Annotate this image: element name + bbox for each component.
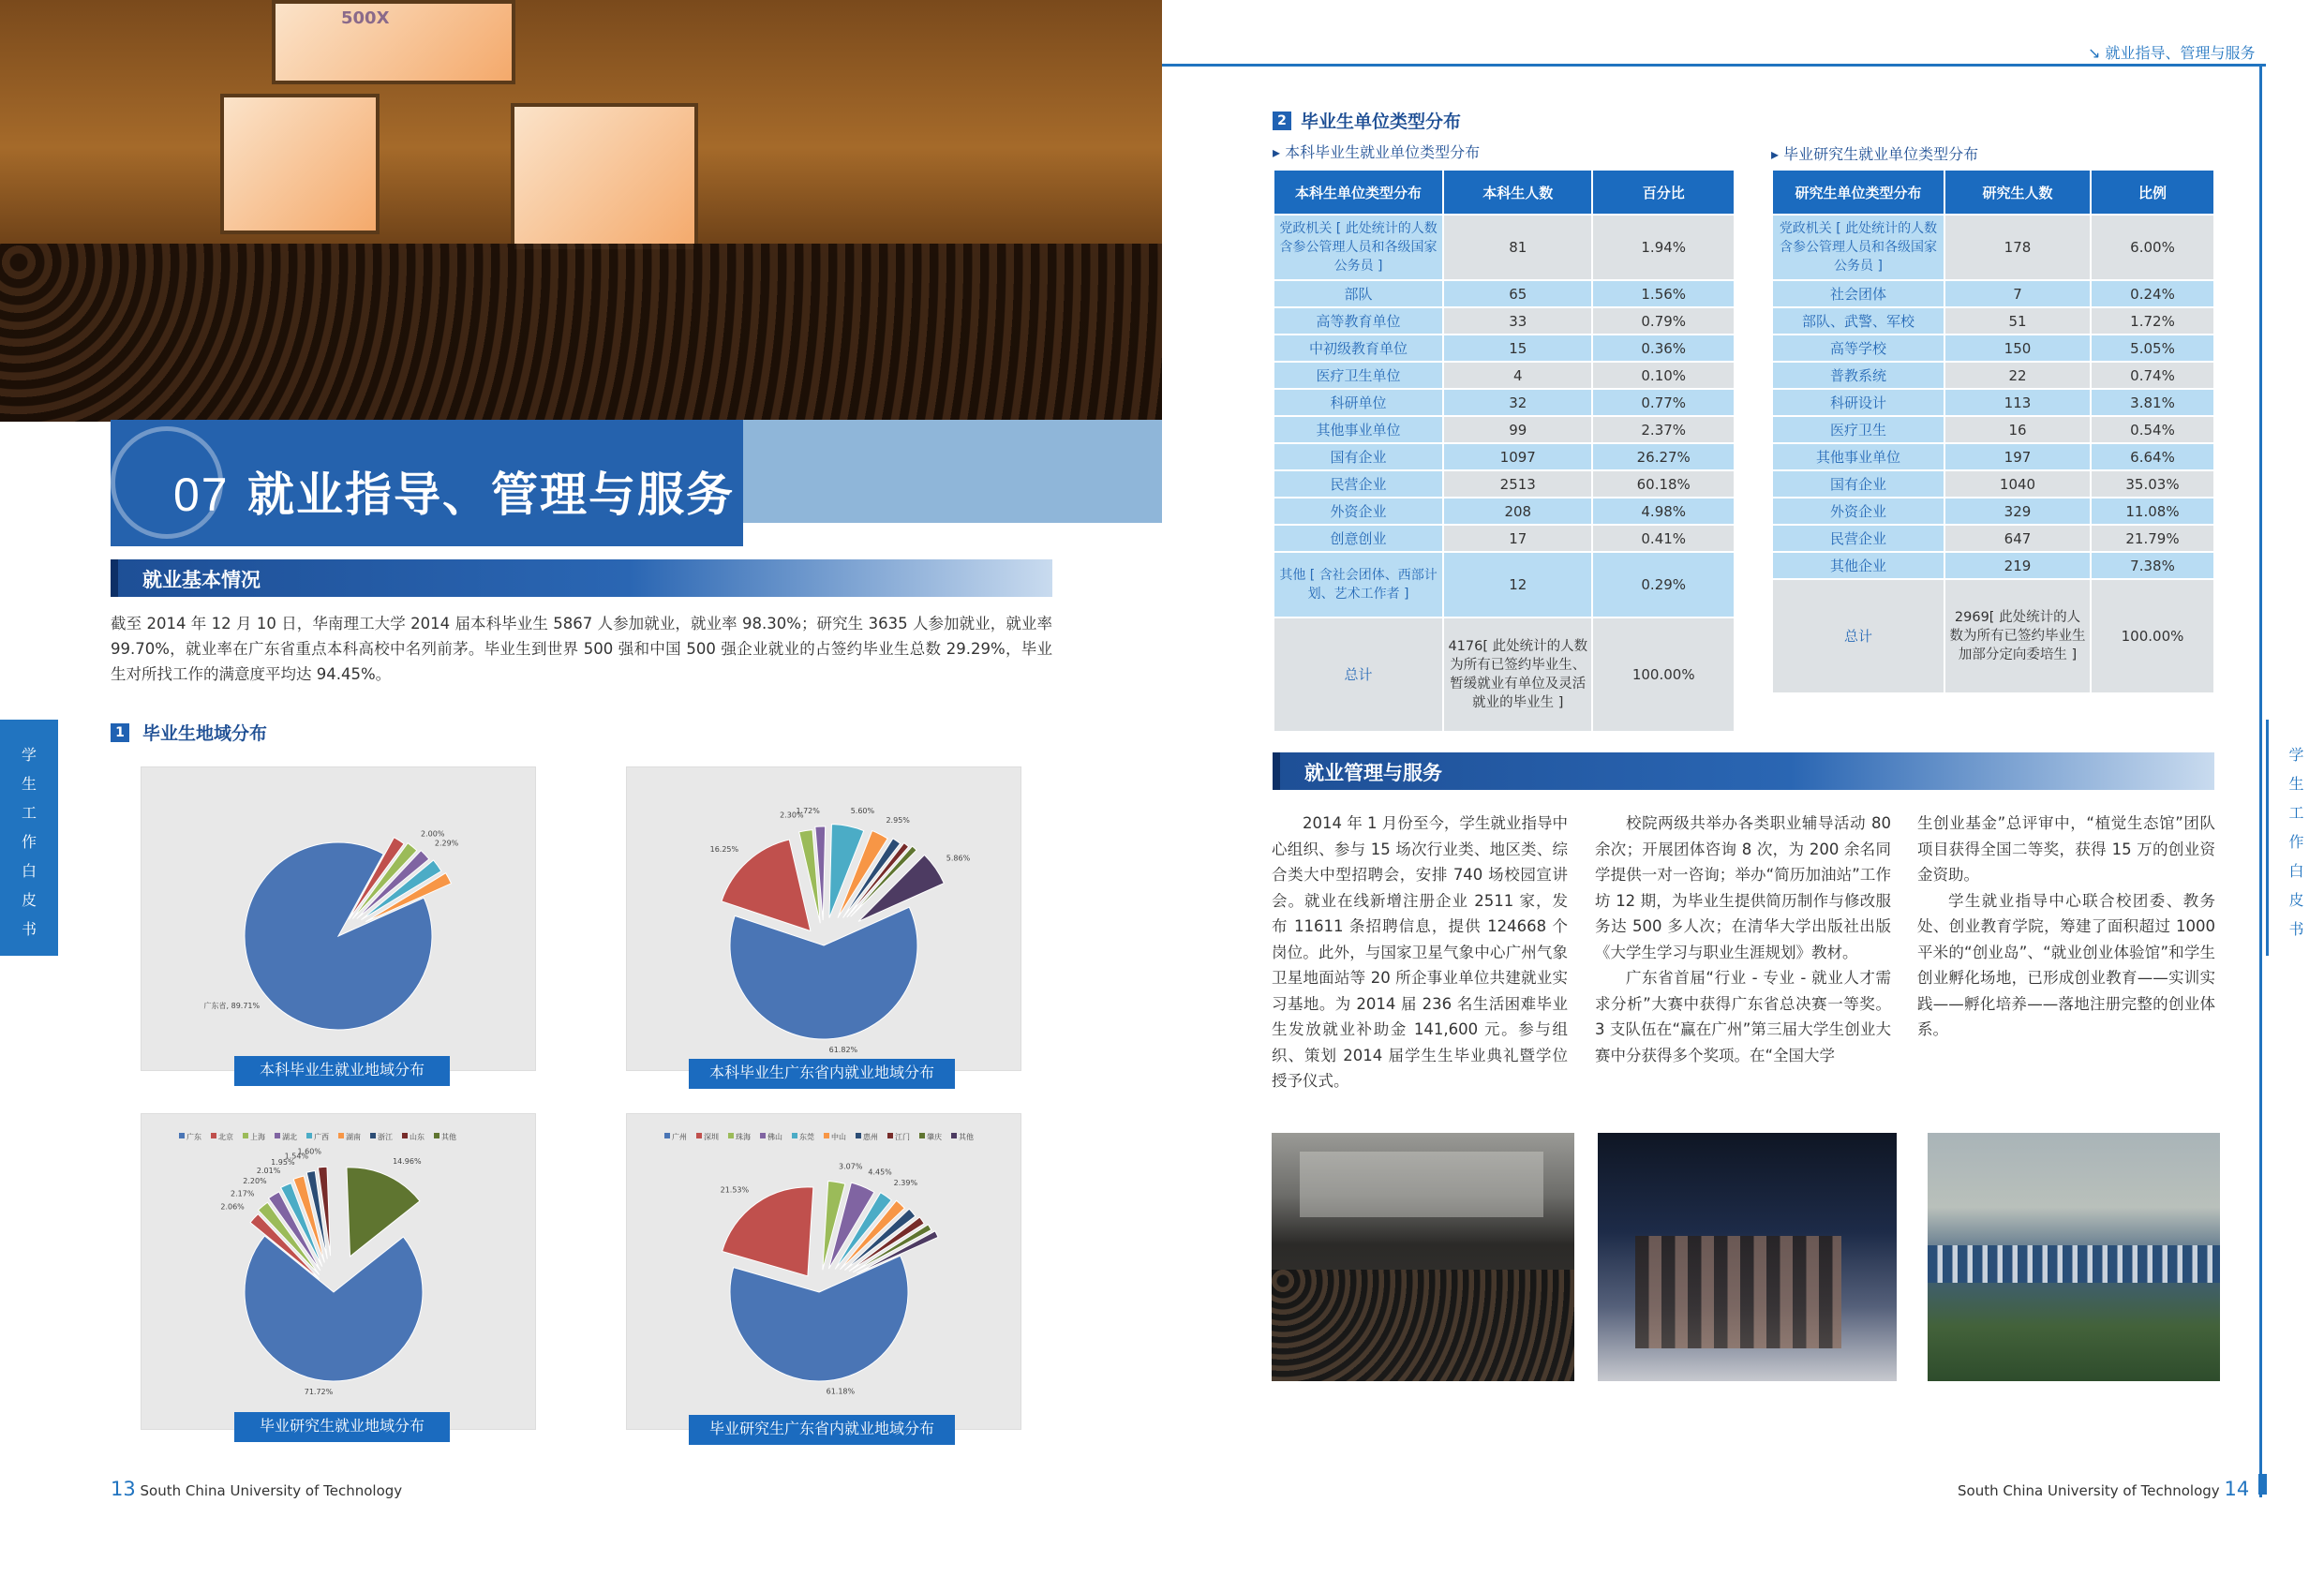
pie-slice bbox=[730, 907, 917, 1039]
pie-data-label: 2.06% bbox=[220, 1202, 245, 1212]
legend-swatch bbox=[664, 1133, 670, 1138]
pie-slice bbox=[245, 1236, 423, 1381]
table-cell: 150 bbox=[1945, 335, 2090, 361]
pie-data-label: 广东省, 89.71% bbox=[203, 1002, 261, 1011]
pie-data-label: 3.07% bbox=[839, 1162, 863, 1171]
table-cell: 0.54% bbox=[2092, 417, 2213, 442]
service-column-2 bbox=[1595, 811, 1891, 1068]
table-cell: 11.08% bbox=[2092, 498, 2213, 524]
table-row bbox=[1274, 526, 1734, 551]
table-row bbox=[1274, 281, 1734, 306]
table-cell: 81 bbox=[1444, 216, 1591, 279]
table-cell: 1040 bbox=[1945, 471, 2090, 497]
legend-label: 浙江 bbox=[378, 1133, 393, 1141]
table-cell: 7.38% bbox=[2092, 553, 2213, 578]
legend-label: 肇庆 bbox=[927, 1133, 942, 1141]
running-header-text: 就业指导、管理与服务 bbox=[2105, 44, 2256, 62]
pie-data-label: 2.00% bbox=[421, 829, 445, 839]
table-cell: 党政机关 [ 此处统计的人数含参公管理人员和各级国家公务员 ] bbox=[1773, 216, 1944, 279]
table-row bbox=[1773, 363, 2213, 388]
lecture-hall-photo bbox=[1272, 1133, 1574, 1381]
legend-swatch bbox=[402, 1133, 408, 1138]
table-cell: 医疗卫生单位 bbox=[1274, 363, 1442, 388]
legend-swatch bbox=[919, 1133, 925, 1138]
section-number: 1 bbox=[111, 723, 129, 742]
table-row bbox=[1274, 417, 1734, 442]
legend-swatch bbox=[338, 1133, 344, 1138]
table-cell: 178 bbox=[1945, 216, 2090, 279]
table-cell: 208 bbox=[1444, 498, 1591, 524]
table-cell: 33 bbox=[1444, 308, 1591, 334]
pie-chart-ug bbox=[142, 767, 537, 1072]
chart-caption: 本科毕业生广东省内就业地域分布 bbox=[689, 1059, 955, 1089]
page-number: 14 bbox=[2224, 1478, 2250, 1500]
table-cell: 部队、武警、军校 bbox=[1773, 308, 1944, 334]
chart-caption: 本科毕业生就业地域分布 bbox=[234, 1056, 450, 1086]
legend-swatch bbox=[792, 1133, 797, 1138]
table-header: 本科生人数 bbox=[1444, 171, 1591, 214]
legend-swatch bbox=[370, 1133, 376, 1138]
table-cell: 0.41% bbox=[1593, 526, 1734, 551]
legend-swatch bbox=[211, 1133, 216, 1138]
table-cell: 部队 bbox=[1274, 281, 1442, 306]
region-heading: 毕业生地域分布 bbox=[142, 723, 268, 744]
side-tab-text: 学生工作白皮书 bbox=[2288, 746, 2304, 938]
stage-banner bbox=[511, 103, 698, 253]
table-header: 本科生单位类型分布 bbox=[1274, 171, 1442, 214]
projection-screen bbox=[272, 0, 515, 84]
table-cell: 6.00% bbox=[2092, 216, 2213, 279]
pie-data-label: 2.17% bbox=[231, 1189, 255, 1198]
table-cell: 外资企业 bbox=[1773, 498, 1944, 524]
pg-unit-table bbox=[1771, 169, 2215, 694]
legend-swatch bbox=[760, 1133, 766, 1138]
table-cell: 0.24% bbox=[2092, 281, 2213, 306]
footer-left bbox=[111, 1478, 402, 1500]
pg-table-subtitle: ▸ 毕业研究生就业单位类型分布 bbox=[1771, 142, 1978, 164]
table-row bbox=[1274, 498, 1734, 524]
pie-data-label: 1.60% bbox=[297, 1147, 321, 1156]
table-row bbox=[1274, 335, 1734, 361]
table-cell: 中初级教育单位 bbox=[1274, 335, 1442, 361]
table-row bbox=[1773, 526, 2213, 551]
table-row bbox=[1274, 216, 1734, 279]
legend-label: 惠州 bbox=[863, 1133, 878, 1141]
table-cell: 26.27% bbox=[1593, 444, 1734, 469]
table-total-row bbox=[1773, 580, 2213, 692]
table-cell: 其他企业 bbox=[1773, 553, 1944, 578]
table-row bbox=[1274, 444, 1734, 469]
table-cell: 6.64% bbox=[2092, 444, 2213, 469]
chapter-number: 07 bbox=[173, 469, 230, 521]
exhibition-photo bbox=[1598, 1133, 1897, 1381]
table-cell: 0.77% bbox=[1593, 390, 1734, 415]
pie-data-label: 4.45% bbox=[868, 1168, 892, 1177]
wall-panel bbox=[1300, 1152, 1543, 1217]
table-cell: 国有企业 bbox=[1773, 471, 1944, 497]
table-cell: 100.00% bbox=[1593, 618, 1734, 731]
table-cell: 0.79% bbox=[1593, 308, 1734, 334]
top-rule bbox=[1162, 64, 2266, 67]
footer-text: South China University of Technology bbox=[140, 1482, 403, 1499]
legend-swatch bbox=[243, 1133, 248, 1138]
table-cell: 党政机关 [ 此处统计的人数含参公管理人员和各级国家公务员 ] bbox=[1274, 216, 1442, 279]
table-cell: 科研单位 bbox=[1274, 390, 1442, 415]
table-cell: 60.18% bbox=[1593, 471, 1734, 497]
table-row bbox=[1274, 363, 1734, 388]
table-row bbox=[1274, 471, 1734, 497]
chart-panel-ug bbox=[141, 766, 536, 1071]
pie-data-label: 1.72% bbox=[796, 807, 820, 816]
audience bbox=[1272, 1270, 1574, 1381]
table-cell: 17 bbox=[1444, 526, 1591, 551]
table-cell: 7 bbox=[1945, 281, 2090, 306]
pie-data-label: 2.39% bbox=[893, 1179, 918, 1188]
legend-label: 湖南 bbox=[346, 1133, 361, 1141]
legend-label: 山东 bbox=[410, 1133, 425, 1141]
table-cell: 5.05% bbox=[2092, 335, 2213, 361]
legend-swatch bbox=[306, 1133, 312, 1138]
table-row bbox=[1773, 471, 2213, 497]
table-cell: 2969[ 此处统计的人数为所有已签约毕业生加部分定向委培生 ] bbox=[1945, 580, 2090, 692]
table-cell: 12 bbox=[1444, 553, 1591, 617]
table-cell: 3.81% bbox=[2092, 390, 2213, 415]
page-number: 13 bbox=[111, 1478, 136, 1500]
table-cell: 197 bbox=[1945, 444, 2090, 469]
screen-text: 500X bbox=[341, 8, 390, 28]
table-row bbox=[1773, 390, 2213, 415]
pie-data-label: 2.95% bbox=[886, 815, 910, 825]
chapter-title-text: 就业指导、管理与服务 bbox=[247, 468, 736, 522]
table-row bbox=[1773, 216, 2213, 279]
table-row bbox=[1773, 444, 2213, 469]
table-cell: 0.74% bbox=[2092, 363, 2213, 388]
stage-banner bbox=[220, 94, 380, 234]
table-cell: 社会团体 bbox=[1773, 281, 1944, 306]
table-header: 比例 bbox=[2092, 171, 2213, 214]
table-row bbox=[1773, 281, 2213, 306]
table-cell: 0.29% bbox=[1593, 553, 1734, 617]
pie-data-label: 2.20% bbox=[243, 1177, 267, 1186]
chart-panel-pg bbox=[141, 1113, 536, 1430]
table-row bbox=[1773, 308, 2213, 334]
pie-chart-pg bbox=[142, 1114, 537, 1431]
side-tab-right bbox=[2266, 720, 2324, 956]
running-header: ↘ 就业指导、管理与服务 bbox=[2088, 44, 2256, 62]
legend-label: 佛山 bbox=[767, 1133, 782, 1141]
legend-swatch bbox=[824, 1133, 829, 1138]
table-cell: 其他 [ 含社会团体、西部计划、艺术工作者 ] bbox=[1274, 553, 1442, 617]
table-cell: 2.37% bbox=[1593, 417, 1734, 442]
footer-text: South China University of Technology bbox=[1958, 1482, 2220, 1499]
table-cell: 1097 bbox=[1444, 444, 1591, 469]
visitors bbox=[1635, 1236, 1841, 1348]
pie-chart-pg-gd bbox=[627, 1114, 1022, 1431]
pie-data-label: 1.95% bbox=[271, 1158, 295, 1168]
table-cell: 外资企业 bbox=[1274, 498, 1442, 524]
table-cell: 4.98% bbox=[1593, 498, 1734, 524]
service-para: 生创业基金”总评审中，“植觉生态馆”团队项目获得全国二等奖，获得 15 万的创业资金资助。 bbox=[1917, 814, 2215, 884]
table-cell: 21.79% bbox=[2092, 526, 2213, 551]
service-column-1: 2014 年 1 月份至今，学生就业指导中心组织、参与 15 场次行业类、地区类、综合类大中型招聘会，安排 740 场校园宣讲会。就业在线新增注册企业 2511 家，发布 11611 条招聘信息，提供 124668 个岗位。此外，与国家卫星气象中心广州气象卫星地面站等 20 所企事业单位共建就业实习基地。为 2014 届 236 名生活困难毕业生发放就业补助金 141,600 元。参与组织、策划 2014 届学生生毕业典礼暨学位授予仪式。 bbox=[1272, 814, 1568, 1090]
footer-right bbox=[1958, 1478, 2249, 1500]
ug-table-subtitle: ▸ 本科毕业生就业单位类型分布 bbox=[1273, 141, 1480, 162]
table-cell: 总计 bbox=[1274, 618, 1442, 731]
section-basic-heading: 就业基本情况 bbox=[111, 559, 1052, 597]
legend-label: 其他 bbox=[959, 1133, 974, 1141]
table-cell: 22 bbox=[1945, 363, 2090, 388]
pie-slice bbox=[720, 1185, 813, 1276]
table-cell: 1.72% bbox=[2092, 308, 2213, 334]
table-header: 研究生单位类型分布 bbox=[1773, 171, 1944, 214]
footer-mark bbox=[2258, 1474, 2267, 1495]
chart-caption: 毕业研究生就业地域分布 bbox=[234, 1412, 450, 1442]
legend-label: 其他 bbox=[441, 1133, 456, 1141]
legend-label: 湖北 bbox=[282, 1133, 297, 1141]
table-cell: 0.10% bbox=[1593, 363, 1734, 388]
table-row bbox=[1274, 308, 1734, 334]
legend-label: 中山 bbox=[831, 1133, 846, 1141]
legend-label: 北京 bbox=[218, 1133, 233, 1141]
table-cell: 1.94% bbox=[1593, 216, 1734, 279]
legend-swatch bbox=[887, 1133, 893, 1138]
pie-data-label: 61.18% bbox=[826, 1387, 856, 1396]
basic-paragraph: 截至 2014 年 12 月 10 日，华南理工大学 2014 届本科毕业生 5867 人参加就业，就业率 98.30%；研究生 3635 人参加就业，就业率 99.70%，就业率在广东省重点本科高校中名列前茅。毕业生到世界 500 强和中国 500 强企业就业的占签约毕业生总数 29.29%，毕业生对所找工作的满意度平均达 94.45%。 bbox=[111, 615, 1052, 683]
legend-swatch bbox=[856, 1133, 861, 1138]
service-para: 校院两级共举办各类职业辅导活动 80 余次；开展团体咨询 8 次，为 200 余名同学提供一对一咨询；举办“简历加油站”工作坊 12 期，为毕业生提供简历制作与修改服务达 500 多人次；在清华大学出版社出版《大学生学习与职业生涯规划》教材。 bbox=[1595, 814, 1891, 961]
table-cell: 32 bbox=[1444, 390, 1591, 415]
legend-label: 广西 bbox=[314, 1133, 329, 1141]
pie-data-label: 2.29% bbox=[434, 839, 459, 848]
table-cell: 4176[ 此处统计的人数为所有已签约毕业生、暂缓就业有单位及灵活就业的毕业生 ] bbox=[1444, 618, 1591, 731]
unit-type-heading: 毕业生单位类型分布 bbox=[1301, 112, 1462, 132]
service-para: 广东省首届“行业 - 专业 - 就业人才需求分析”大赛中获得广东省总决赛一等奖。3 支队伍在“赢在广州”第三届大学生创业大赛中分获得多个奖项。在“全国大学 bbox=[1595, 969, 1891, 1064]
pie-data-label: 5.60% bbox=[850, 806, 875, 815]
pie-data-label: 21.53% bbox=[720, 1185, 750, 1195]
table-cell: 民营企业 bbox=[1773, 526, 1944, 551]
table-cell: 100.00% bbox=[2092, 580, 2213, 692]
table-cell: 4 bbox=[1444, 363, 1591, 388]
table-header: 研究生人数 bbox=[1945, 171, 2090, 214]
legend-swatch bbox=[696, 1133, 702, 1138]
table-cell: 普教系统 bbox=[1773, 363, 1944, 388]
chart-panel-pg-gd bbox=[626, 1113, 1021, 1430]
chapter-title bbox=[173, 457, 735, 525]
pie-data-label: 71.72% bbox=[304, 1387, 334, 1396]
table-cell: 高等教育单位 bbox=[1274, 308, 1442, 334]
audience bbox=[0, 244, 1162, 422]
pie-data-label: 5.86% bbox=[946, 854, 971, 863]
legend-label: 江门 bbox=[895, 1133, 910, 1141]
section-service-heading: 就业管理与服务 bbox=[1273, 752, 2214, 790]
pie-data-label: 14.96% bbox=[393, 1156, 422, 1166]
table-cell: 高等学校 bbox=[1773, 335, 1944, 361]
table-cell: 国有企业 bbox=[1274, 444, 1442, 469]
table-row bbox=[1274, 553, 1734, 617]
pie-data-label: 61.82% bbox=[828, 1045, 858, 1054]
table-row bbox=[1773, 553, 2213, 578]
table-cell: 其他事业单位 bbox=[1773, 444, 1944, 469]
table-cell: 35.03% bbox=[2092, 471, 2213, 497]
pie-data-label: 2.01% bbox=[256, 1167, 281, 1176]
legend-label: 广东 bbox=[186, 1133, 201, 1141]
table-row bbox=[1773, 498, 2213, 524]
table-cell: 329 bbox=[1945, 498, 2090, 524]
table-cell: 科研设计 bbox=[1773, 390, 1944, 415]
pie-data-label: 16.25% bbox=[709, 845, 739, 855]
table-row bbox=[1274, 390, 1734, 415]
table-cell: 0.36% bbox=[1593, 335, 1734, 361]
legend-swatch bbox=[275, 1133, 280, 1138]
legend-label: 上海 bbox=[250, 1133, 265, 1141]
auditorium-photo bbox=[0, 0, 1162, 422]
table-cell: 2513 bbox=[1444, 471, 1591, 497]
pie-slice bbox=[730, 1256, 908, 1381]
table-header: 百分比 bbox=[1593, 171, 1734, 214]
table-cell: 113 bbox=[1945, 390, 2090, 415]
ug-unit-table bbox=[1273, 169, 1736, 733]
job-fair-photo bbox=[1928, 1133, 2220, 1381]
table-cell: 1.56% bbox=[1593, 281, 1734, 306]
chart-caption: 毕业研究生广东省内就业地域分布 bbox=[689, 1415, 955, 1445]
table-cell: 创意创业 bbox=[1274, 526, 1442, 551]
legend-swatch bbox=[179, 1133, 185, 1138]
side-tab-left bbox=[0, 720, 58, 956]
legend-label: 珠海 bbox=[736, 1133, 751, 1141]
chart-panel-ug-gd bbox=[626, 766, 1021, 1071]
table-cell: 219 bbox=[1945, 553, 2090, 578]
table-cell: 民营企业 bbox=[1274, 471, 1442, 497]
pie-slice bbox=[347, 1168, 420, 1257]
legend-swatch bbox=[951, 1133, 957, 1138]
section-number: 2 bbox=[1273, 112, 1291, 130]
table-cell: 65 bbox=[1444, 281, 1591, 306]
legend-swatch bbox=[434, 1133, 439, 1138]
service-para: 学生就业指导中心联合校团委、教务处、创业教育学院，筹建了面积超过 1000 平米的“创业岛”、“就业创业体验馆”和学生创业孵化场地，已形成创业教育——实训实践——孵化培养——落地注册完整的创业体系。 bbox=[1917, 891, 2215, 1038]
pie-data-label: 2.30% bbox=[780, 811, 804, 820]
legend-label: 东莞 bbox=[799, 1133, 814, 1141]
side-rule bbox=[2259, 64, 2262, 1497]
table-cell: 15 bbox=[1444, 335, 1591, 361]
legend-label: 深圳 bbox=[704, 1133, 719, 1141]
pie-chart-ug-gd bbox=[627, 767, 1022, 1072]
table-row bbox=[1773, 417, 2213, 442]
table-cell: 51 bbox=[1945, 308, 2090, 334]
table-total-row bbox=[1274, 618, 1734, 731]
legend-label: 广州 bbox=[672, 1133, 687, 1141]
pie-data-label: 1.54% bbox=[284, 1152, 309, 1161]
table-cell: 总计 bbox=[1773, 580, 1944, 692]
table-cell: 16 bbox=[1945, 417, 2090, 442]
table-cell: 99 bbox=[1444, 417, 1591, 442]
table-cell: 其他事业单位 bbox=[1274, 417, 1442, 442]
table-cell: 647 bbox=[1945, 526, 2090, 551]
side-tab-text: 学生工作白皮书 bbox=[21, 746, 37, 938]
chapter-band-light bbox=[743, 420, 1162, 523]
table-row bbox=[1773, 335, 2213, 361]
service-column-3 bbox=[1917, 811, 2215, 1043]
booths bbox=[1928, 1245, 2220, 1283]
legend-swatch bbox=[728, 1133, 734, 1138]
table-cell: 医疗卫生 bbox=[1773, 417, 1944, 442]
